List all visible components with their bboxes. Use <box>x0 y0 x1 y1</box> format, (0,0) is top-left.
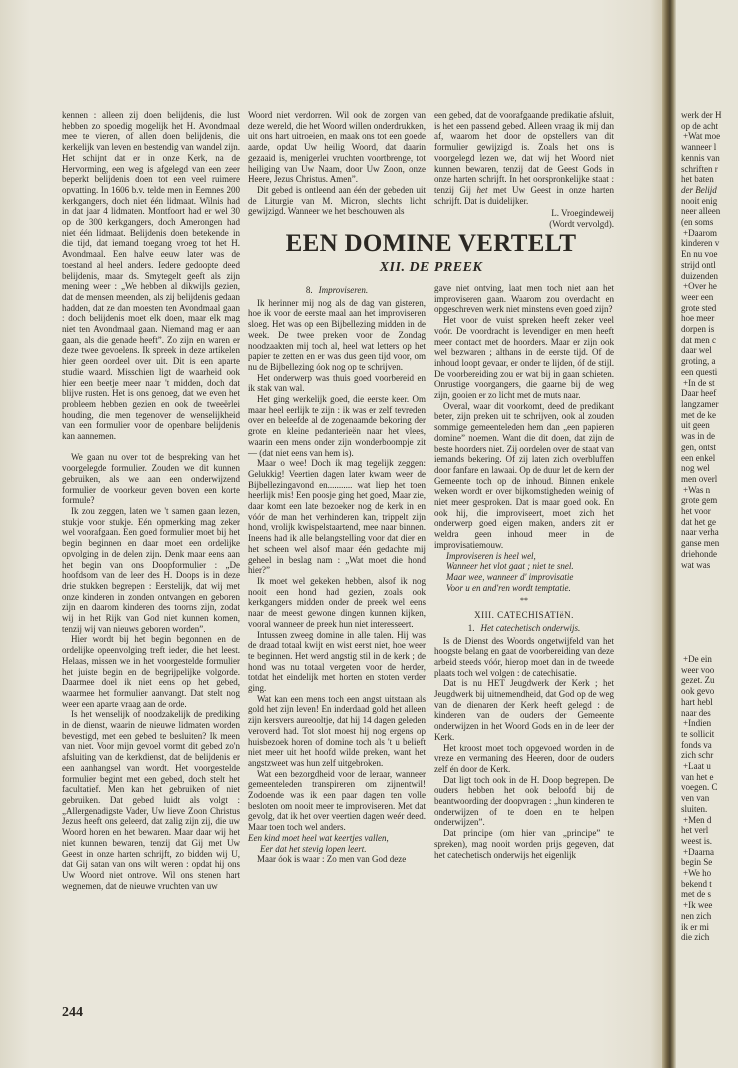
text-fragment: gen, ontst <box>681 441 716 452</box>
section-subheading <box>248 285 426 296</box>
text-fragment: dat men c <box>681 334 716 345</box>
section-title: Improviseren. <box>318 285 369 295</box>
text-fragment: bekend t <box>681 878 712 889</box>
next-page-text-bottom <box>681 654 738 943</box>
text-fragment: hoe meer <box>681 313 715 324</box>
text-fragment: ik er mi <box>681 921 709 932</box>
paragraph: Is de Dienst des Woords ongetwijfeld van het hoogste belang en gaat de voorbereiding van deze arbeid steeds vóór, hierop moet dan in de tweede plaats toch wel volgen : de catechisatie. <box>434 635 614 678</box>
paragraph: Ik zou zeggen, laten we 't samen gaan lezen, stukje voor stukje. Eén opmerking mag zeker wel voorafgaan. Een goed formulier moet bij het begin beginnen en daar moet een ordelijke opvolging in de delen zijn. Denk maar eens aan het begin van ons Doopformulier : „De hoofdsom van de leer des H. Doops is in deze drie stukken begrepen : Eerstelijk, dat wij met onze kinderen in zonden ontvangen en geboren zijn en daarom kinderen des toorns zijn, zodat wij in het Rijk van God niet kunnen komen, tenzij wij van nieuws geboren worden”. <box>62 506 240 634</box>
paragraph: Is het wenselijk of noodzakelijk de prediking in de dienst, waarin de nieuwe lidmaten worden bevestigd, met een gebed te besluiten? Ik meen van niet. Voor mijn gevoel vormt dit gebed zo'n afsluiting van de kerkdienst, dat de belijdenis er een aanhangsel van wordt. Het voorgestelde formulier begint met een gebed, doch stelt het facultatief. Men kan het gebruiken of niet gebruiken. Dat gebed luidt als volgt : „Allergenadigste Vader, Uw lieve Zoon Christus Jezus heeft ons geleerd, dat zalig zijn zij, die uw Woord horen en het bewaren. Maar daar wij het niet kunnen bewaren, tenzij dat Gij met Uw Geest in onze harten schrijft, zo bidden wij U, dat Gij satan van ons wilt weren : opdat hij ons Uw Woord niet ontrove. Wil ons stenen hart wegnemen, dat de nieuwe vruchten van uw <box>62 709 240 891</box>
text-fragment: Daar heef <box>681 388 717 399</box>
text-fragment: hart hebl <box>681 696 713 707</box>
text-fragment: strijd ontl <box>681 259 716 270</box>
page-number: 244 <box>62 1005 83 1020</box>
right-column-top <box>434 110 614 230</box>
paragraph: Het voor de vuist spreken heeft zeker veel voór. De voordracht is levendiger en men heeft meer contact met de hoorders. Maar er zijn ook wel bezwaren ; althans in de eerste tijd. Of de inhoud loopt gevaar, er onder te lijden, óf de stijl. De voorbereiding zou er wat bij in gaan schieten. Onrustige voorgangers, die gaarne bij de weg zijn, gooien er zo licht met de muts naar. <box>434 315 614 401</box>
text-fragment: +Daarna <box>683 846 715 857</box>
book-spine <box>662 0 676 1068</box>
paragraph: Wat een bezorgdheid voor de leraar, wanneer gemeenteleden transpireren om zijnentwil! Zodoende was ik een paar dagen ten volle besloten om nooit meer te improviseren. Met dat gevolg, dat ik het over veertien dagen weér deed. Maar toen toch wel anders. <box>248 768 426 833</box>
text-fragment: +Was n <box>683 484 711 495</box>
text-fragment: duizenden <box>681 270 718 281</box>
text-fragment: En nu voe <box>681 249 718 260</box>
section-heading: XIII. CATECHISATIëN. <box>474 610 574 621</box>
text-fragment: +De ein <box>683 654 712 664</box>
text-fragment: sluiten. <box>681 803 708 814</box>
paragraph: Overal, waar dit voorkomt, deed de predikant beter, zijn preken uit te schrijven, ook al zouden sommige gemeenteleden hem dan „een papieren domine” noemen. Want die dit doen, dat zijn de beste hoorders niet. Zij oordelen over de staat van iemands bekering. Of zij laten zich overbluffen door fanfare en lawaai. Op de duur let de kern der Gemeente toch op de inhoud. Binnen enkele weken wordt er over bijkomstigheden weinig of niet meer gesproken. Dat is maar goed ook. En ook hij, die improviseert, moet zich het onderwerp goed eigen maken, anders zit er weldra geen inhoud meer in de improvisatiemouw. <box>434 400 614 550</box>
text-fragment: kinderen v <box>681 238 720 249</box>
paragraph-text: met Uw Geest in onze harten schrijft. Dat is duidelijker. <box>434 184 614 206</box>
section-divider: ** <box>520 596 528 606</box>
text-fragment: groting, a <box>681 356 716 367</box>
text-fragment: kennis van <box>681 152 720 163</box>
text-fragment: +Daarom <box>683 227 718 238</box>
text-fragment: +Indien <box>683 718 712 729</box>
text-fragment: +Over he <box>683 281 717 292</box>
middle-column <box>248 283 426 865</box>
text-fragment: langzamer <box>681 398 719 409</box>
text-fragment: het baten <box>681 174 714 185</box>
poem-line: Improviseren is heel wel, <box>446 550 536 561</box>
text-fragment: weer voo <box>681 664 715 675</box>
text-fragment: naar des <box>681 707 711 718</box>
text-fragment: op de acht <box>681 120 718 131</box>
text-fragment: het verl <box>681 825 709 836</box>
text-fragment: der Belijd <box>681 184 717 195</box>
text-fragment: uit geen <box>681 420 710 431</box>
text-fragment: neer alleen <box>681 206 721 217</box>
section-number: 8. <box>305 285 313 295</box>
poem-line: Een kind moet heel wat keertjes vallen, <box>248 832 389 843</box>
text-fragment: met de ke <box>681 409 716 420</box>
text-fragment: een questi <box>681 366 718 377</box>
text-fragment: grote sted <box>681 302 717 313</box>
paragraph: Wat kan een mens toch een angst uitstaan als gold het zijn leven! En inderdaad gold het alleen zijn kersvers aureooltje, dat hij 14 dagen geleden veroverd had. Tot slot moest hij nog ergens op huisbezoek horen of domine toch als 't u belieft niet meer uit het hoofd wilde preken, want het angstzweet was hun zelf uitgebroken. <box>248 693 426 768</box>
article-header <box>248 231 614 277</box>
paragraph: gave niet ontving, laat men toch niet aan het improviseren gaan. Waarom zou overdacht en opgeschreven werk niet minstens even goed zijn? <box>434 283 614 315</box>
text-fragment: +In de st <box>683 377 715 388</box>
paragraph: kennen : alleen zij doen belijdenis, die lust hebben zo spoedig mogelijk het H. Avondmaal mee te vieren, of allen doen belijdenis, die kerkelijk van leven en bestendig van wandel zijn. Het schijnt dat er in onze Kerk, na de Hervorming, een weg is afgelegd van een zeer beperkt belijdenis doen tot een veel ruimere opvatting. In 1606 b.v. telde men in Eemnes 200 kerkgangers, doch niet één lidmaat. Wilnis had in dat jaar 4 lidmaten. Montfoort had er wel 30 op de 300 kerkgangers, doch Amerongen had niet één lidmaat. Belijdenis doen betekende in die tijd, dat iemand toegang vroeg tot het H. Avondmaal. Een halve eeuw later was de toestand al heel anders. Iedere gedoopte deed belijdenis, maar ds. Smytegelt geeft als zijn mening weer : „We hebben al dikwijls gezien, dat de mensen meenden, als zij belijdenis gedaan hadden, dat ze dan moesten ten Avondmaal gaan : doch belijdenis moet elk doen, maar elk mag niet ten Avondmaal gaan. Niemand mag er aan gaan, als die genade heeft”. Zo zijn en waren er deze twee gevoelens. Ik spreek in deze artikelen hier geen oordeel over uit. Dit is een aparte studie waard. Misschien ligt de waarheid ook hier een beetje meer naar 't midden, doch dat blijve rusten. Het is ons genoeg, dat we even het probleem hebben gezien en ook de tweeërlei houding, die men tegenover de wenselijkheid van een formulier voor de openbare belijdenis kan aannemen. <box>62 110 240 442</box>
paragraph: Het ging werkelijk goed, die eerste keer. Om maar heel eerlijk te zijn : ik was er zelf tevreden over en beleefde al de zogenaamde bekoring der grote en kleine pedanterieën naar het vlees, waarin een mens onder zijn wonderboompje zit — (dat niet eens van hem is). <box>248 394 426 458</box>
text-fragment: daar wel <box>681 345 712 356</box>
poem-line: Maar wee, wanneer d' improvisatie <box>446 571 574 582</box>
text-fragment: nog wel <box>681 463 710 474</box>
text-fragment: die zich <box>681 932 710 943</box>
section-title: Het catechetisch onderwijs. <box>480 622 581 633</box>
text-fragment: naar verha <box>681 527 719 538</box>
next-page-text-top <box>681 110 738 570</box>
paragraph: Maar o wee! Doch ik mag tegelijk zeggen: Gelukkig! Veertien dagen later kwam weer de Bijbellezingavond en........... wat liep het toen heerlijk mis! Een poosje ging het goed, Maar zie, daar komt een late bezoeker nog de kerk in en vóór de man het verhinderen kan, trippelt zijn hond, vrolijk kwispelstaartend, mee naar binnen. Ineens had ik alle belangstelling voor dat dier en het scheen wel alsof maar één gedachte mij geheel in beslag nam : „Wat moet die hond hier?” <box>248 458 426 576</box>
paragraph: Maar óok is waar : Zo men van God deze <box>257 854 407 865</box>
text-fragment: met de s <box>681 889 711 900</box>
text-fragment: grote gem <box>681 495 718 506</box>
text-fragment: fonds va <box>681 739 712 750</box>
text-fragment: van het e <box>681 771 714 782</box>
text-fragment: dorpen is <box>681 324 715 335</box>
continued-note: (Wordt vervolgd). <box>549 219 614 230</box>
text-fragment: men overl <box>681 473 718 484</box>
left-column <box>62 110 240 891</box>
text-fragment: wanneer l <box>681 142 717 153</box>
paragraph: Dat ligt toch ook in de H. Doop begrepen. De ouders hebben het ook beloofd bij de beantwoording der doopvragen : „hun kinderen te onderwijzen of te doen en te helpen onderwijzen”. <box>434 774 614 828</box>
text-fragment: driehonde <box>681 548 717 559</box>
paragraph: We gaan nu over tot de bespreking van het voorgelegde formulier. Zouden we dit kunnen gebruiken, als we aan een onderwijzend formulier de voorkeur geven boven een korte formule? <box>62 452 240 506</box>
right-page-edge <box>676 0 738 1068</box>
paragraph: Hier wordt bij het begin begonnen en de ordelijke opeenvolging treft ieder, die het leest. Helaas, missen we in het voorgestelde formulier het juiste begin en de begrijpelijke volgorde. Daarmee doel ik niet eens op het gebed, waarmee het formulier aanvangt. Dat stelt nog weer een aparte vraag aan de orde. <box>62 634 240 709</box>
middle-column-top <box>248 110 426 217</box>
text-fragment: ven van <box>681 793 710 804</box>
text-fragment: een enkel <box>681 452 716 463</box>
paragraph <box>434 110 614 206</box>
text-fragment: zich schr <box>681 750 714 761</box>
author-signature: L. Vroegindeweij <box>551 208 614 219</box>
paragraph: Dat principe (om hier van „principe” te spreken), mag nooit worden prijs gegeven, dat het catechetisch onderwijs het eigenlijk <box>434 828 614 860</box>
text-fragment: was in de <box>681 431 715 442</box>
article-subtitle: XII. DE PREEK <box>379 260 483 275</box>
section-subheading <box>434 623 614 634</box>
poem-line: Voor u en and'ren wordt temptatie. <box>446 582 571 593</box>
text-fragment: weest is. <box>681 835 712 846</box>
section-number: 1. <box>467 622 475 633</box>
text-fragment: schriften r <box>681 163 718 174</box>
text-fragment: het voor <box>681 506 711 517</box>
paragraph: Het kroost moet toch opgevoed worden in de vreze en vermaning des Heeren, door de ouders zelf én door de Kerk. <box>434 742 614 774</box>
text-fragment: nooit enig <box>681 195 718 206</box>
paragraph: Intussen zweeg domine in alle talen. Hij was de draad totaal kwijt en wist eerst niet, hoe weer te beginnen. Het werd angstig stil in de kerk ; de hond was nu totaal vergeten voor de herder, totdat het eindelijk met horten en stoten verder ging. <box>248 629 426 694</box>
emphasis-text: het <box>476 184 488 195</box>
paragraph: Ik herinner mij nog als de dag van gisteren, hoe ik voor de eerste maal aan het improviseren sloeg. Het was op een Bijbellezing midden in de week. De twee preken voor de Zondag noodzaakten mij toch al, heel wat letters op het papier te zetten en er was dus geen tijd voor, om nu de Bijbellezing óok nog op te schrijven. <box>248 297 426 372</box>
text-fragment: ook gevo <box>681 686 715 697</box>
poem-line: Eer dat het stevig lopen leert. <box>260 843 367 854</box>
right-column <box>434 283 614 860</box>
text-fragment: +Wat moe <box>683 131 721 142</box>
text-fragment: werk der H <box>681 110 722 120</box>
paragraph: Ik moet wel gekeken hebben, alsof ik nog nooit een hond had gezien, zoals ook kerkgangers midden onder de preek wel eens naar de meest gewone dingen kunnen kijken, vooral wanneer de preek hun niet interesseert. <box>248 575 426 629</box>
text-fragment: begin Se <box>681 857 713 868</box>
text-fragment: ganse men <box>681 538 720 549</box>
article-title: EEN DOMINE VERTELT <box>285 230 577 257</box>
text-fragment: (en soms <box>681 217 714 228</box>
text-fragment: +We ho <box>683 868 712 879</box>
paragraph: Woord niet verdorren. Wil ook de zorgen van deze wereld, die het Woord willen onderdrukken, uit ons hart uitroeien, en maak ons tot een goede aarde, opdat Uw heilig Woord, dat daarin gezaaid is, menigerlei vruchten voortbrenge, tot heiliging van Uw Naam, door Uw Zoon, onze Heere, Jezus Christus. Amen”. <box>248 110 426 185</box>
text-fragment: wat was <box>681 559 711 570</box>
text-fragment: dat het ge <box>681 516 716 527</box>
text-fragment: te sollicit <box>681 728 715 739</box>
paragraph: Dat is nu HET Jeugdwerk der Kerk ; het Jeugdwerk bij uitnemendheid, dat God op de weg van de dienaren der Kerk heeft gelegd : de kinderen van de ouders der Gemeente onderwijzen in het Woord Gods en in de leer der Kerk. <box>434 678 614 742</box>
text-fragment: gezet. Zu <box>681 675 715 686</box>
text-fragment: +Ik wee <box>683 900 713 911</box>
paragraph-text: een gebed, dat de voorafgaande predikatie afsluit, is het een passend gebed. Alleen vraag ik mij dan af, waarom het door de opstellers van dit formulier gewijzigd is. Zoals het ons is voorgelegd lezen we, dat wij het Woord niet kunnen bewaren, tenzij dat de Geest Gods in onze harten schrijft. In het oorspronkelijke staat : tenzij Gij <box>434 110 614 195</box>
paragraph: Het onderwerp was thuis goed voorbereid en ik stak van wal. <box>248 372 426 394</box>
paragraph: Dit gebed is ontleend aan één der gebeden uit de Liturgie van M. Micron, slechts licht gewijzigd. Wanneer we het beschouwen als <box>248 184 426 217</box>
text-fragment: +Laat u <box>683 761 711 772</box>
text-fragment: voegen. C <box>681 782 718 793</box>
text-fragment: nen zich <box>681 910 712 921</box>
text-fragment: weer een <box>681 291 714 302</box>
poem-line: Wanneer het vlot gaat ; niet te snel. <box>446 561 574 572</box>
text-fragment: +Men d <box>683 814 712 825</box>
